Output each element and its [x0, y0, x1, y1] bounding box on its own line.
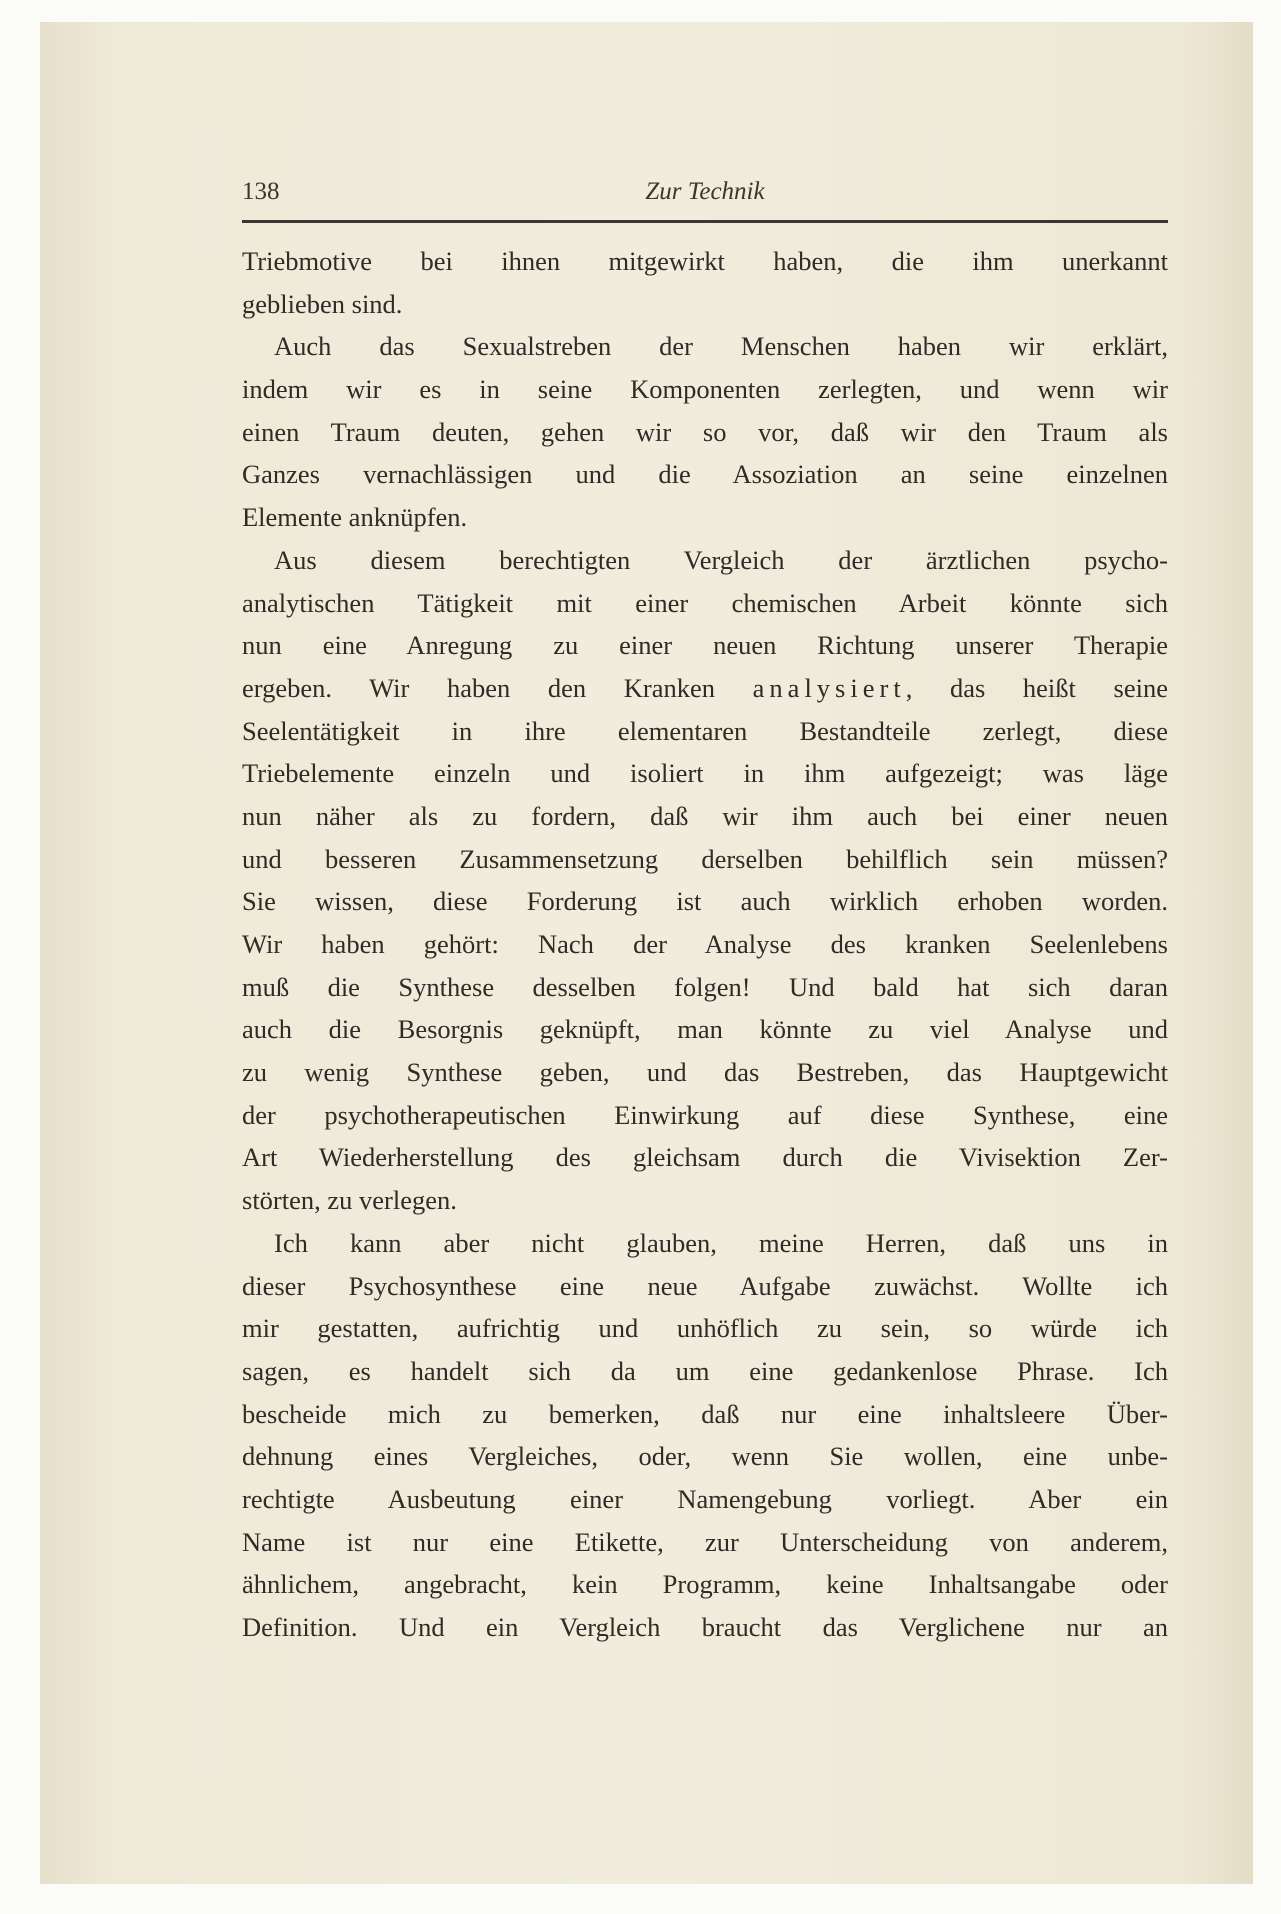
text-line-content: und besseren Zusammensetzung derselben behilflich sein müssen? — [242, 843, 1168, 874]
text-line — [242, 496, 1168, 539]
text-line-content: mir gestatten, aufrichtig und unhöflich zu sein, so würde ich — [242, 1313, 1168, 1344]
text-line — [242, 368, 1168, 411]
body-text — [242, 240, 1168, 1649]
text-line — [242, 880, 1168, 923]
page-header — [242, 178, 1168, 208]
text-line-content: ergeben. Wir haben den Kranken — [242, 672, 716, 703]
text-line — [242, 1350, 1168, 1393]
text-line-content: der psychotherapeutischen Einwirkung auf diese Synthese, eine — [242, 1099, 1168, 1130]
text-line-content: nun näher als zu fordern, daß wir ihm auch bei einer neuen — [242, 800, 1168, 831]
text-line — [242, 539, 1168, 582]
text-line — [242, 710, 1168, 753]
text-line-content: Art Wiederherstellung des gleichsam durch die Vivisektion Zer- — [242, 1142, 1168, 1173]
text-line — [242, 1265, 1168, 1308]
text-line — [242, 795, 1168, 838]
text-line — [242, 1051, 1168, 1094]
emphasized-word: analysiert — [752, 672, 906, 703]
header-rule — [242, 220, 1168, 223]
text-line — [242, 582, 1168, 625]
text-line — [242, 1008, 1168, 1051]
text-line — [242, 1606, 1168, 1649]
text-line-content: muß die Synthese desselben folgen! Und bald hat sich daran — [242, 971, 1168, 1002]
text-line-content: Triebelemente einzeln und isoliert in ihm aufgezeigt; was läge — [242, 758, 1168, 789]
text-line-content: Name ist nur eine Etikette, zur Unterscheidung von anderem, — [242, 1526, 1168, 1557]
text-line — [242, 1222, 1168, 1265]
text-line — [242, 966, 1168, 1009]
text-line-content: nun eine Anregung zu einer neuen Richtung unserer Therapie — [242, 630, 1168, 661]
text-line — [242, 1435, 1168, 1478]
text-line-content: dehnung eines Vergleiches, oder, wenn Sie wollen, eine unbe- — [242, 1441, 1168, 1472]
text-line — [242, 624, 1168, 667]
text-line — [242, 667, 1168, 710]
text-line-content: analytischen Tätigkeit mit einer chemischen Arbeit könnte sich — [242, 587, 1168, 618]
text-line-content: auch die Besorgnis geknüpft, man könnte zu viel Analyse und — [242, 1014, 1168, 1045]
text-line-content: Seelentätigkeit in ihre elementaren Bestandteile zerlegt, diese — [242, 715, 1168, 746]
text-line — [242, 923, 1168, 966]
text-line — [242, 411, 1168, 454]
text-line-content: dieser Psychosynthese eine neue Aufgabe zuwächst. Wollte ich — [242, 1270, 1168, 1301]
text-line-content: Ganzes vernachlässigen und die Assoziation an seine einzelnen — [242, 459, 1168, 490]
text-line — [242, 838, 1168, 881]
text-line-content: Auch das Sexualstreben der Menschen haben wir erklärt, — [274, 331, 1168, 362]
text-line-content: Wir haben gehört: Nach der Analyse des kranken Seelenlebens — [242, 929, 1168, 959]
text-line-content: Elemente anknüpfen. — [242, 502, 468, 533]
text-line-content: Definition. Und ein Vergleich braucht das Verglichene nur an — [242, 1612, 1168, 1642]
text-line-content: indem wir es in seine Komponenten zerlegten, und wenn wir — [242, 374, 1168, 405]
text-line — [242, 240, 1168, 283]
text-line — [242, 1478, 1168, 1521]
text-line-content: Triebmotive bei ihnen mitgewirkt haben, die ihm unerkannt — [242, 246, 1168, 276]
text-line — [242, 1563, 1168, 1606]
text-line-content: einen Traum deuten, gehen wir so vor, daß wir den Traum als — [242, 416, 1168, 447]
text-line-content: Aus diesem berechtigten Vergleich der ärztlichen psycho- — [274, 544, 1168, 575]
text-line-rest: , das heißt seine — [905, 672, 1169, 703]
text-line-content: ähnlichem, angebracht, kein Programm, keine Inhaltsangabe oder — [242, 1569, 1168, 1600]
text-line — [242, 1307, 1168, 1350]
text-line-content: Sie wissen, diese Forderung ist auch wirklich erhoben worden. — [242, 886, 1168, 917]
text-line — [242, 1136, 1168, 1179]
text-line-content: rechtigte Ausbeutung einer Namengebung vorliegt. Aber ein — [242, 1483, 1168, 1514]
text-line — [242, 325, 1168, 368]
text-line — [242, 283, 1168, 326]
text-line-content: bescheide mich zu bemerken, daß nur eine inhaltsleere Über- — [242, 1398, 1168, 1429]
page-number: 138 — [242, 178, 280, 205]
text-line — [242, 1393, 1168, 1436]
running-title: Zur Technik — [645, 178, 765, 205]
text-line — [242, 1521, 1168, 1564]
text-line-content: zu wenig Synthese geben, und das Bestreben, das Hauptgewicht — [242, 1057, 1168, 1088]
text-line-content: sagen, es handelt sich da um eine gedankenlose Phrase. Ich — [242, 1355, 1168, 1386]
text-line-content: Ich kann aber nicht glauben, meine Herren, daß uns in — [274, 1227, 1168, 1258]
text-line — [242, 1179, 1168, 1222]
text-line-content: störten, zu verlegen. — [242, 1185, 457, 1216]
text-line — [242, 1094, 1168, 1137]
text-line — [242, 752, 1168, 795]
text-line-content: geblieben sind. — [242, 288, 403, 319]
text-line — [242, 453, 1168, 496]
